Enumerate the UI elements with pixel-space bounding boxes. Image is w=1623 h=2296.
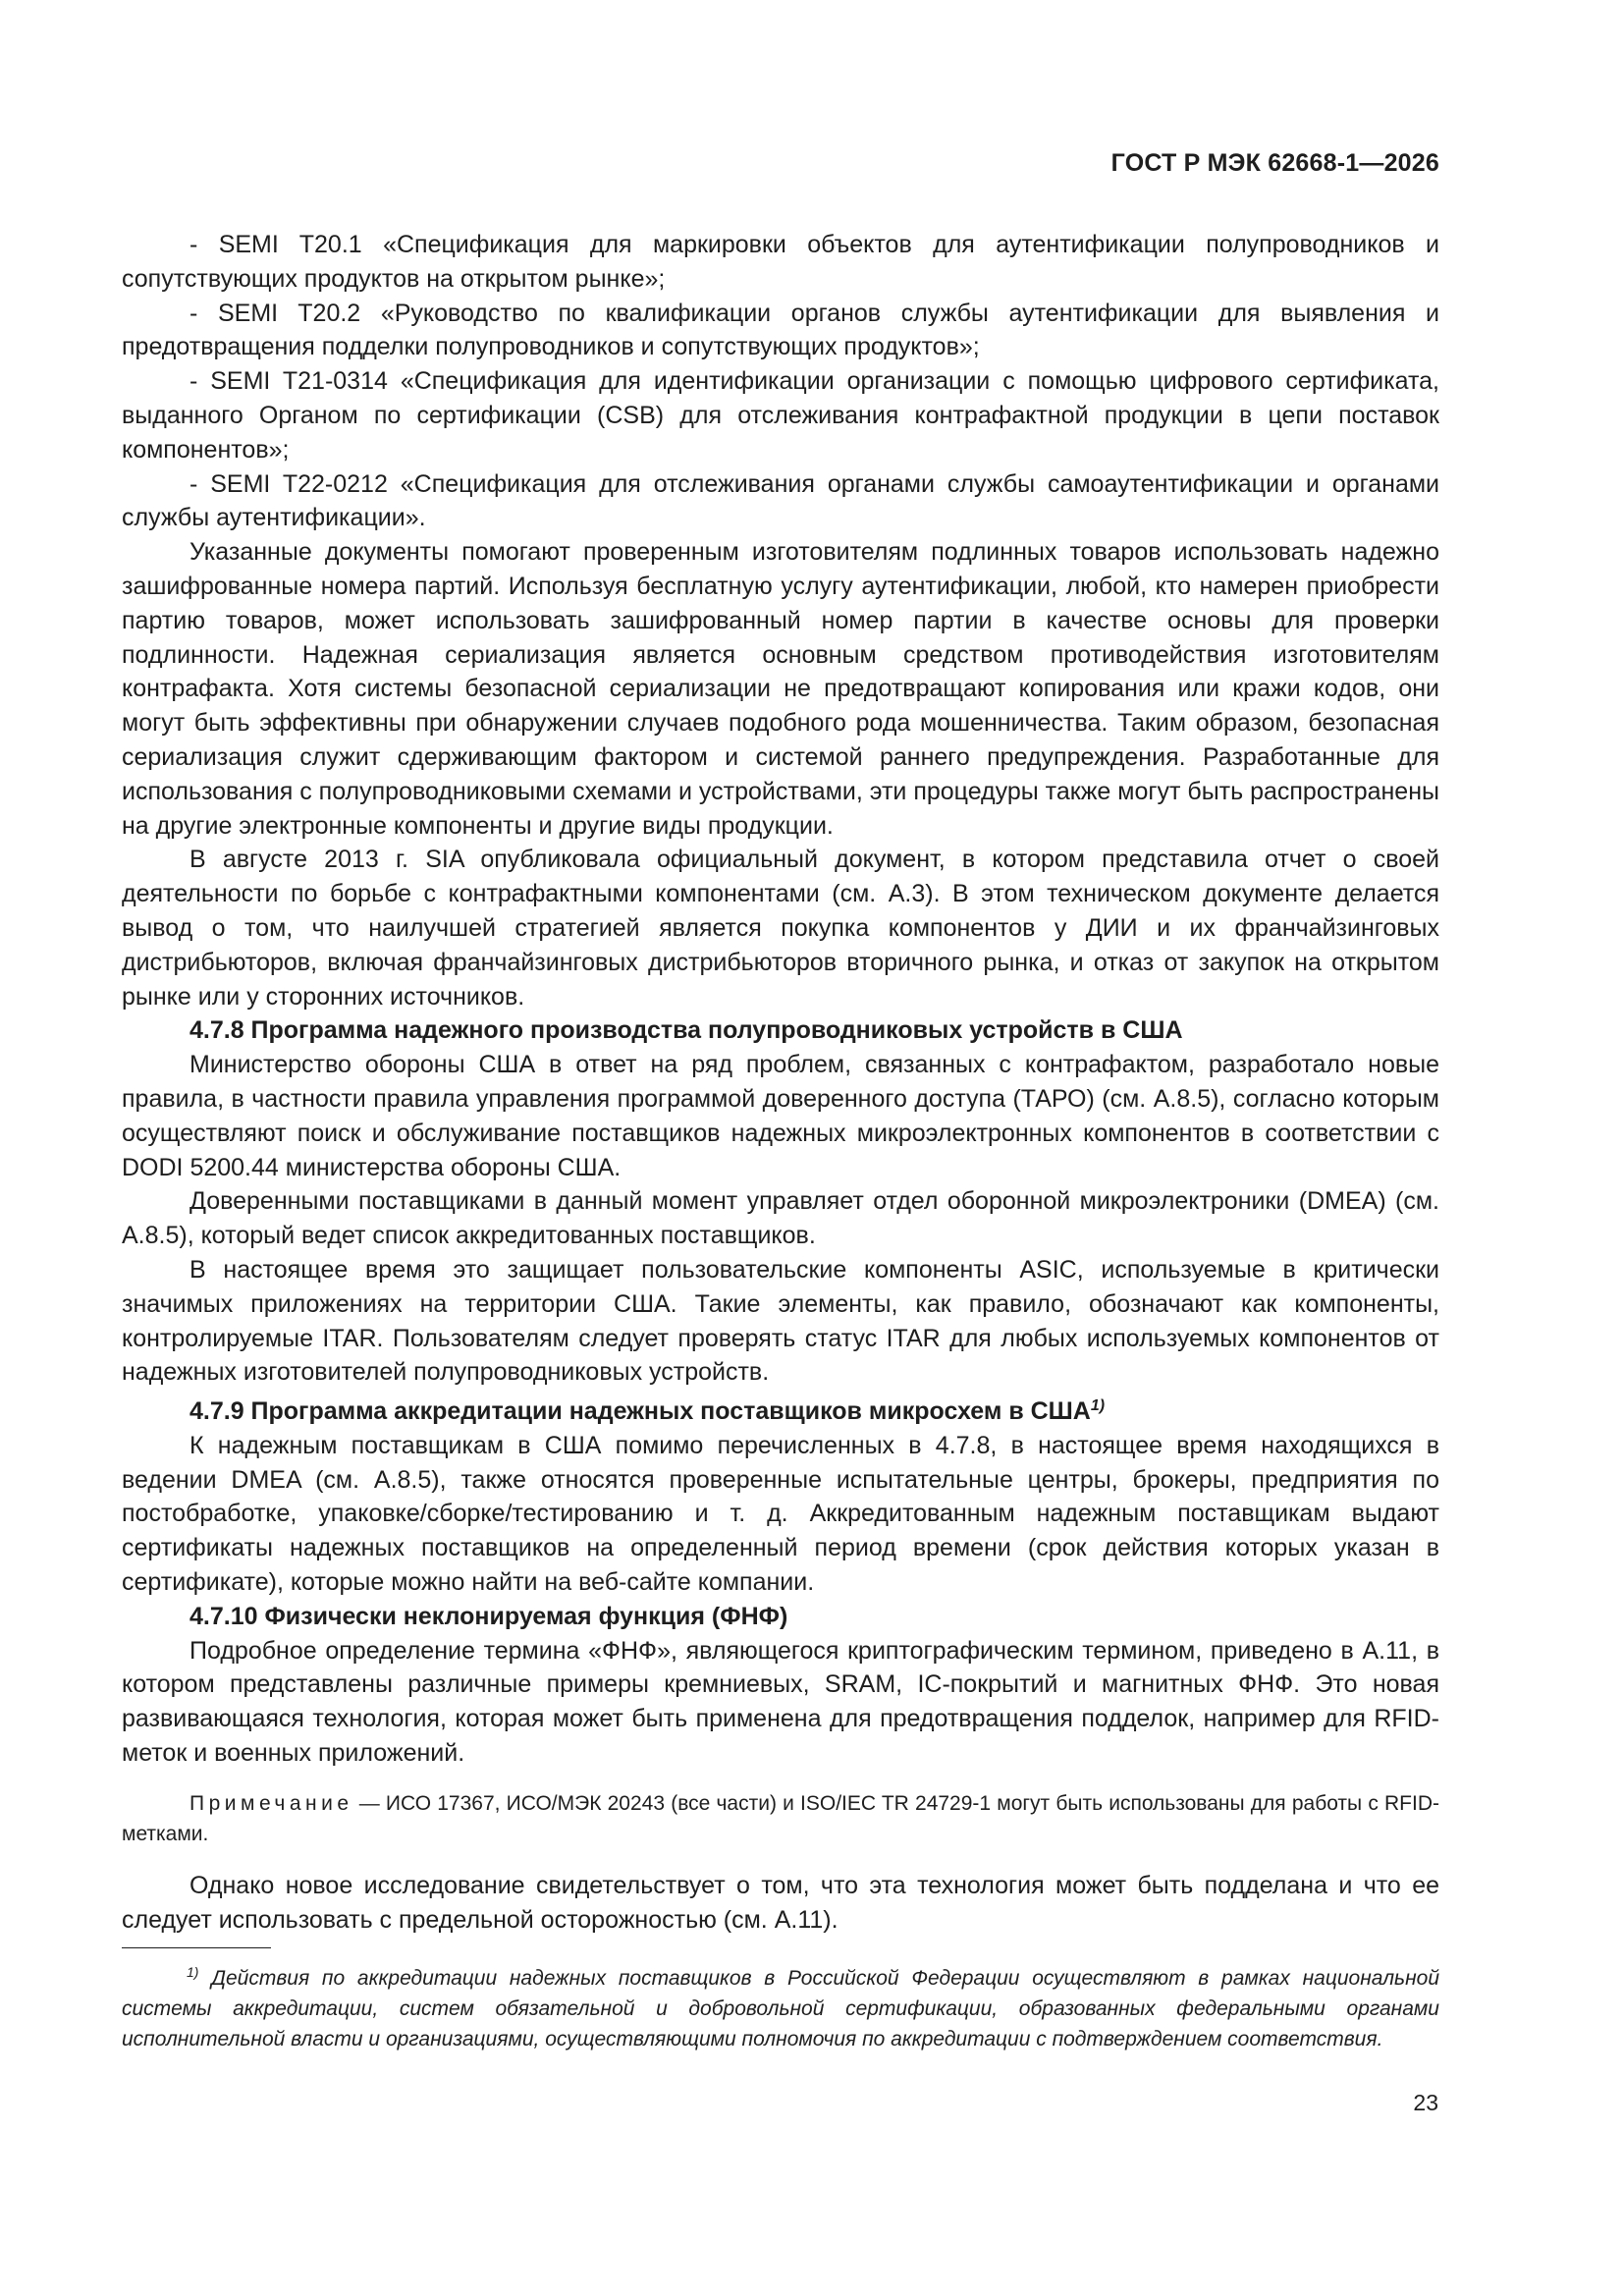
paragraph: К надежным поставщикам в США помимо перечисленных в 4.7.8, в настоящее время находящихся в ведении DMEA (см. А.8.5), также относятся проверенные испытательные центры, брокеры, предприятия по постобработке, упаковке/сборке/тестированию и т. д. Аккредитованным надежным поставщикам выдают сертификаты надежных поставщиков на определенный период времени (срок действия которых указан в сертификате), которые можно найти на веб-сайте компании. [122, 1431, 1439, 1597]
list-item: - SEMI T21-0314 «Спецификация для идентификации организации с помощью цифрового сертификата, выданного Органом по сертификации (CSB) для отслеживания контрафактной продукции в цепи поставок компонентов»; [122, 367, 1439, 464]
note-label: Примечание [189, 1791, 353, 1815]
paragraph: В августе 2013 г. SIA опубликовала официальный документ, в котором представила отчет о своей деятельности по борьбе с контрафактными компонентами (см. А.3). В этом техническом документе делается вывод о том, что наилучшей стратегией является покупка компонентов у ДИИ и их франчайзинговых дистрибьюторов, включая франчайзинговых дистрибьюторов вторичного рынка, и отказ от закупок на открытом рынке или у сторонних источников. [122, 846, 1439, 1011]
paragraph: Министерство обороны США в ответ на ряд проблем, связанных с контрафактом, разработало новые правила, в частности правила управления программой доверенного доступа (ТАРО) (см. А.8.5), согласно которым осуществляют поиск и обслуживание поставщиков надежных микроэлектронных компонентов в соответствии с DODI 5200.44 министерства обороны США. [122, 1051, 1439, 1181]
section-heading-4-7-9 [122, 1390, 1439, 1429]
note-text: — ИСО 17367, ИСО/МЭК 20243 (все части) и ISO/IEC TR 24729-1 могут быть использованы для работы с RFID-метками. [122, 1791, 1439, 1845]
paragraph: Однако новое исследование свидетельствует о том, что эта технология может быть подделана и что ее следует использовать с предельной осторожностью (см. А.11). [122, 1871, 1439, 1934]
note [122, 1788, 1439, 1849]
page-number: 23 [1413, 2090, 1438, 2115]
footnote-separator [122, 1947, 271, 1948]
paragraph: В настоящее время это защищает пользовательские компоненты ASIC, используемые в критически значимых приложениях на территории США. Такие элементы, как правило, обозначают как компоненты, контролируемые ITAR. Пользователям следует проверять статус ITAR для любых используемых компонентов от надежных изготовителей полупроводниковых устройств. [122, 1255, 1439, 1387]
paragraph: Доверенными поставщиками в данный момент управляет отдел оборонной микроэлектроники (DMEA) (см. А.8.5), который ведет список аккредитованных поставщиков. [122, 1187, 1439, 1250]
footnote-reference[interactable]: 1) [1090, 1397, 1106, 1415]
footnote-marker: 1) [187, 1964, 199, 1980]
section-heading-4-7-10: 4.7.10 Физически неклонируемая функция (ФНФ) [189, 1602, 788, 1630]
list-item: - SEMI T22-0212 «Спецификация для отслеживания органами службы самоаутентификации и органами службы аутентификации». [122, 469, 1439, 532]
footnote [122, 1957, 1439, 2054]
footnote-text: Действия по аккредитации надежных поставщиков в Российской Федерации осуществляют в рамках национальной системы аккредитации, систем обязательной и добровольной сертификации, образованных федеральными органами исполнительной власти и организациями, осуществляющими полномочия по аккредитации с подтверждением соответствия. [122, 1967, 1439, 2050]
list-item: - SEMI T20.2 «Руководство по квалификации органов службы аутентификации для выявления и предотвращения подделки полупроводников и сопутствующих продуктов»; [122, 299, 1439, 361]
paragraph: Подробное определение термина «ФНФ», являющегося криптографическим термином, приведено в А.11, в котором представлены различные примеры кремниевых, SRAM, IC-покрытий и магнитных ФНФ. Это новая развивающаяся технология, которая может быть применена для предотвращения подделок, например для RFID-меток и военных приложений. [122, 1636, 1439, 1768]
list-item: - SEMI T20.1 «Спецификация для маркировки объектов для аутентификации полупроводников и сопутствующих продуктов на открытом рынке»; [122, 231, 1439, 293]
heading-text: 4.7.9 Программа аккредитации надежных поставщиков микросхем в США [189, 1397, 1091, 1426]
document-header: ГОСТ Р МЭК 62668-1—2026 [1110, 149, 1439, 177]
paragraph: Указанные документы помогают проверенным изготовителям подлинных товаров использовать надежно зашифрованные номера партий. Используя бесплатную услугу аутентификации, любой, кто намерен приобрести партию товаров, может использовать зашифрованный номер партии в качестве основы для проверки подлинности. Надежная сериализация является основным средством противодействия изготовителям контрафакта. Хотя системы безопасной сериализации не предотвращают копирования или кражи кодов, они могут быть эффективны при обнаружении случаев подобного рода мошенничества. Таким образом, безопасная сериализация служит сдерживающим фактором и системой раннего предупреждения. Разработанные для использования с полупроводниковыми схемами и устройствами, эти процедуры также могут быть распространены на другие электронные компоненты и другие виды продукции. [122, 538, 1439, 840]
document-body [122, 228, 1439, 1937]
section-heading-4-7-8: 4.7.8 Программа надежного производства полупроводниковых устройств в США [189, 1016, 1183, 1045]
